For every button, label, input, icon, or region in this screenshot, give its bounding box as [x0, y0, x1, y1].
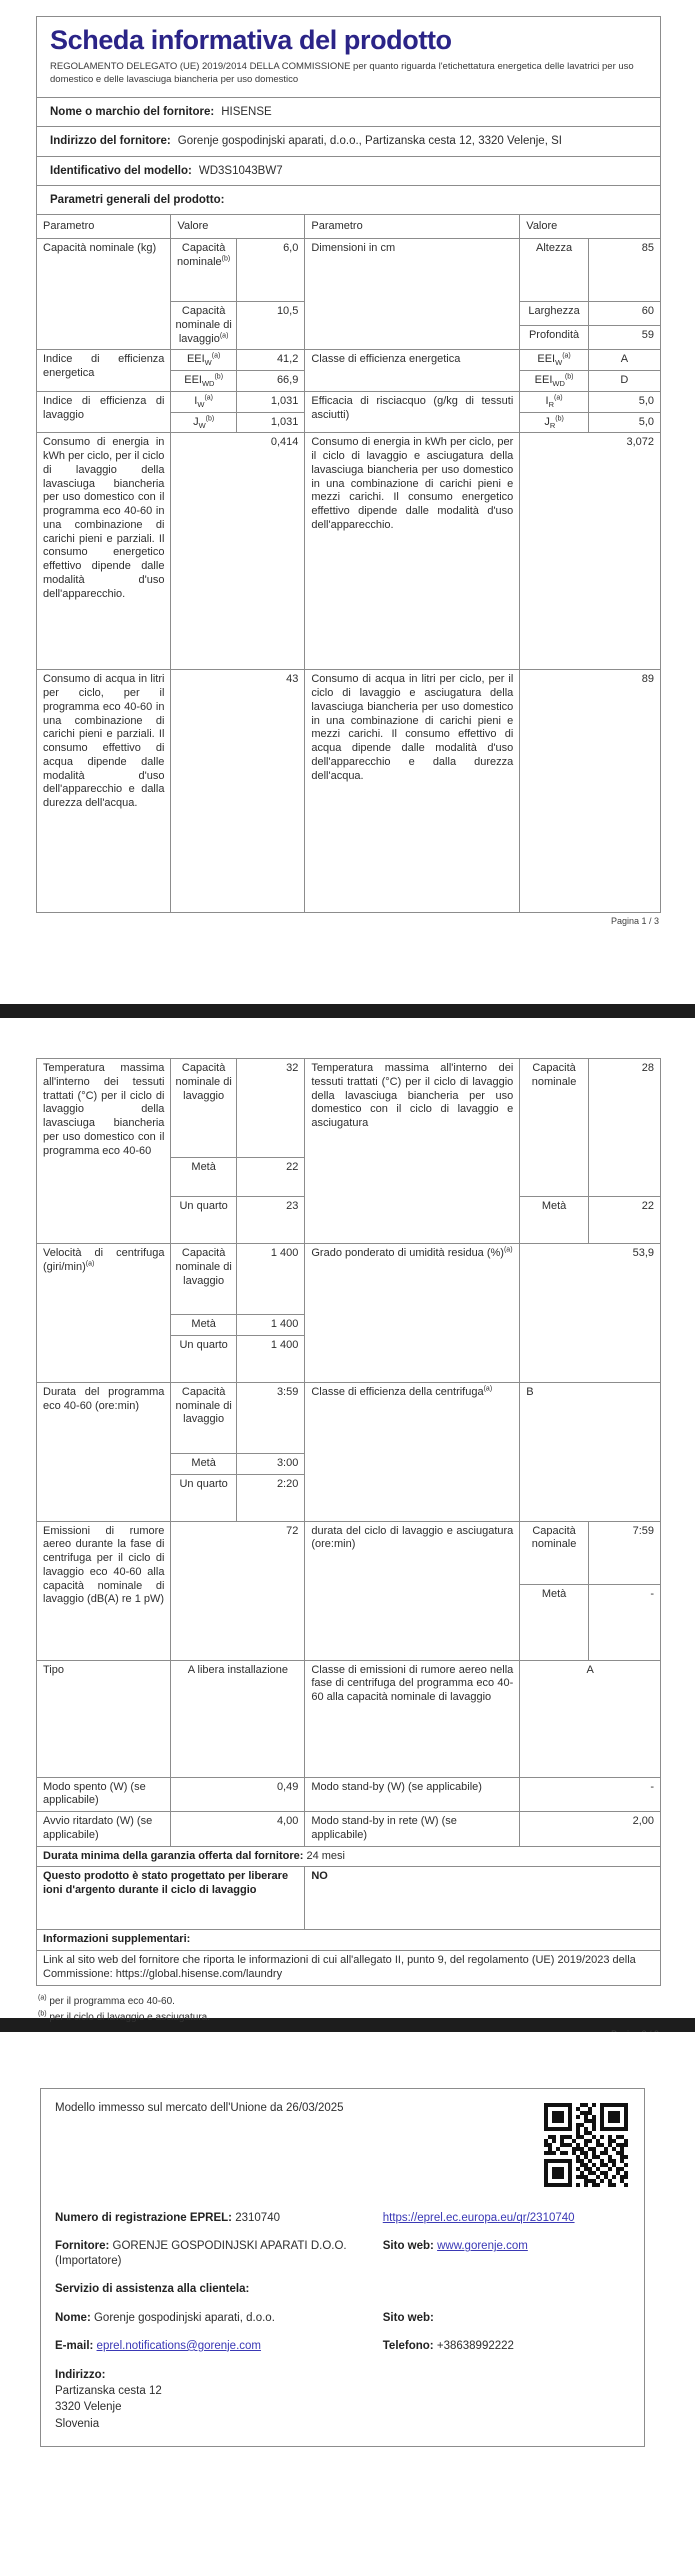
sublabel-temp-wd-capacity: Capacità nominale	[520, 1059, 589, 1197]
value-class-a: A	[588, 350, 660, 371]
sublabel-spin-quarter: Un quarto	[171, 1335, 236, 1382]
param-dimensions: Dimensioni in cm	[305, 239, 520, 350]
phone-label: Telefono:	[382, 2339, 434, 2352]
value-duration-half: 3:00	[236, 1453, 305, 1474]
weblink-label: Link al sito web del fornitore che riporta le informazioni di cui all'allegato II, punto 9, del regolamento (UE) 2019/2023 della Commissione:	[43, 1954, 636, 1980]
email-link[interactable]: eprel.notifications@gorenje.com	[96, 2339, 262, 2352]
supplier-address-value: Gorenje gospodinjski aparati, d.o.o., Partizanska cesta 12, 3320 Velenje, SI	[177, 135, 562, 148]
website-cell	[383, 2239, 630, 2268]
service-email-row	[55, 2339, 630, 2353]
value-spin-half: 1 400	[236, 1315, 305, 1336]
sublabel-jr: $J_R^{(b)}$	[520, 412, 589, 433]
value-type: A libera installazione	[171, 1660, 305, 1777]
page-number-1: Pagina 1 / 3	[610, 916, 659, 927]
sublabel-spin-half: Metà	[171, 1315, 236, 1336]
market-date-text: Modello immesso sul mercato dell'Unione da 26/03/2025	[55, 2102, 344, 2114]
sublabel-wd-capacity: Capacità nominale	[520, 1521, 589, 1584]
header-parametro-right: Parametro	[305, 215, 520, 238]
eprel-number: 2310740	[235, 2212, 280, 2224]
address-line: Partizanska cesta 12	[55, 2385, 162, 2398]
sublabel-eei-wd: $EEI_{WD}^{(b)}$	[171, 371, 236, 392]
address-line: Slovenia	[55, 2417, 100, 2430]
param-energy-washdry: Consumo di energia in kWh per ciclo, per il ciclo di lavaggio e asciugatura della lavasciuga biancheria per uso domestico in una combinazione di carichi pieni e mezzi carichi. Il consumo energetico effettivo dipende dalle modalità d'uso dell'apparecchio.	[305, 433, 520, 670]
value-wd-half: -	[588, 1584, 660, 1660]
eprel-label: Numero di registrazione EPREL:	[55, 2212, 233, 2224]
table-row	[37, 1951, 660, 1985]
value-spin-capacity: 1 400	[236, 1244, 305, 1315]
table-row	[37, 1660, 660, 1777]
header-valore-left: Valore	[171, 215, 305, 238]
value-width: 60	[588, 302, 660, 326]
sublabel-temp-quarter: Un quarto	[171, 1197, 236, 1244]
value-iw: 1,031	[236, 391, 305, 412]
sublabel-duration-capacity: Capacità nominale di lavaggio	[171, 1382, 236, 1453]
table-row	[37, 1867, 660, 1930]
qr-code	[540, 2101, 630, 2197]
product-sheet-page2-box	[36, 1058, 661, 1986]
value-jw: 1,031	[236, 412, 305, 433]
value-height: 85	[588, 239, 660, 302]
sublabel-temp-half: Metà	[171, 1158, 236, 1197]
param-residual-humidity: Grado ponderato di umidità residua (%)$^{(a)}$	[305, 1244, 520, 1383]
table-row	[37, 391, 660, 412]
value-eei-w: 41,2	[236, 350, 305, 371]
weblink-row	[37, 1951, 660, 1985]
weblink-url[interactable]: https://global.hisense.com/laundry	[115, 1967, 283, 1980]
table-row	[37, 1382, 660, 1453]
product-sheet-page1-box	[36, 16, 661, 913]
sublabel-duration-quarter: Un quarto	[171, 1474, 236, 1521]
param-temp-washdry: Temperatura massima all'interno dei tessuti trattati (°C) per il ciclo di lavaggio della lavasciuga biancheria per uso domestico con il ciclo di lavaggio e asciugatura	[305, 1059, 520, 1244]
value-capacity-wash: 10,5	[236, 302, 305, 350]
sublabel-class-eei-w: $EEI_W^{(a)}$	[520, 350, 589, 371]
table-row	[37, 1812, 660, 1847]
supplier-address-row	[37, 127, 660, 156]
sublabel-iw: $I_W^{(a)}$	[171, 391, 236, 412]
table-row	[37, 1846, 660, 1867]
param-water-wash: Consumo di acqua in litri per ciclo, per il programma eco 40-60 in una combinazione di carichi pieni e parziali. Il consumo effettivo di acqua dipende dalle modalità d'uso dell'apparecchio e dalla durezza dell'acqua.	[37, 670, 171, 913]
page-2	[0, 1018, 695, 2023]
value-duration-quarter: 2:20	[236, 1474, 305, 1521]
model-id-row	[37, 157, 660, 186]
service-website-label: Sito web:	[382, 2311, 434, 2324]
page-1	[0, 0, 695, 1004]
address-label: Indirizzo:	[55, 2369, 106, 2382]
param-wd-cycle-duration: durata del ciclo di lavaggio e asciugatura (ore:min)	[305, 1521, 520, 1660]
website-label: Sito web:	[382, 2240, 434, 2253]
param-noise-class: Classe di emissioni di rumore aereo nella fase di centrifuga del programma eco 40-60 alla capacità nominale di lavaggio	[305, 1660, 520, 1777]
sublabel-temp-wd-half: Metà	[520, 1197, 589, 1244]
value-class-d: D	[588, 371, 660, 392]
general-parameters-table	[37, 215, 660, 912]
header-parametro-left: Parametro	[37, 215, 171, 238]
warranty-value: 24 mesi	[306, 1849, 345, 1862]
sublabel-height: Altezza	[520, 239, 589, 302]
value-ir: 5,0	[588, 391, 660, 412]
table-row	[37, 670, 660, 913]
header-valore-right: Valore	[520, 215, 660, 238]
param-eei: Indice di efficienza energetica	[37, 350, 171, 392]
table-row	[37, 1777, 660, 1812]
footnotes	[38, 1996, 659, 2025]
param-standby: Modo stand-by (W) (se applicabile)	[305, 1777, 520, 1812]
param-temp-wash: Temperatura massima all'interno dei tessuti trattati (°C) per il ciclo di lavaggio della lavasciuga biancheria per uso domestico con il programma eco 40-60	[37, 1059, 171, 1244]
sublabel-ir: $I_R^{(a)}$	[520, 391, 589, 412]
param-wash-index: Indice di efficienza di lavaggio	[37, 391, 171, 433]
value-noise-class: A	[520, 1660, 660, 1777]
param-spin-speed: Velocità di centrifuga (giri/min)$^{(a)}$	[37, 1244, 171, 1383]
sublabel-capacity-wash: Capacità nominale di lavaggio$^{(a)}$	[171, 302, 236, 350]
table-row	[37, 433, 660, 670]
value-networked-standby: 2,00	[520, 1812, 660, 1847]
service-address	[55, 2367, 630, 2431]
silver-ions-value: NO	[305, 1867, 660, 1930]
value-noise: 72	[171, 1521, 305, 1660]
value-spin-quarter: 1 400	[236, 1335, 305, 1382]
sublabel-depth: Profondità	[520, 326, 589, 350]
phone-value: +38638992222	[436, 2339, 514, 2352]
eprel-link-cell	[383, 2211, 630, 2225]
value-temp-capacity: 32	[236, 1059, 305, 1158]
warranty-row	[37, 1846, 660, 1867]
value-eei-wd: 66,9	[236, 371, 305, 392]
value-temp-wd-half: 22	[588, 1197, 660, 1244]
supplier-name: GORENJE GOSPODINJSKI APARATI D.O.O. (Importatore)	[55, 2240, 347, 2267]
service-name-cell	[55, 2311, 383, 2325]
page-3	[0, 2032, 695, 2560]
sublabel-eei-w: $EEI_W^{(a)}$	[171, 350, 236, 371]
footnote-a: $^{(a)}$ per il programma eco 40-60.	[38, 1994, 175, 2007]
sublabel-temp-capacity: Capacità nominale di lavaggio	[171, 1059, 236, 1158]
value-spin-class: B	[520, 1382, 660, 1521]
page-separator	[0, 1004, 695, 1018]
value-water-washdry: 89	[520, 670, 660, 913]
model-id-label: Identificativo del modello:	[50, 164, 192, 177]
table-row	[37, 1059, 660, 1158]
sublabel-jw: $J_W^{(b)}$	[171, 412, 236, 433]
eprel-link[interactable]: https://eprel.ec.europa.eu/qr/2310740	[382, 2212, 575, 2224]
value-energy-wash: 0,414	[171, 433, 305, 670]
sublabel-wd-half: Metà	[520, 1584, 589, 1660]
value-temp-quarter: 23	[236, 1197, 305, 1244]
phone-cell	[383, 2339, 630, 2353]
silver-ions-label: Questo prodotto è stato progettato per liberare ioni d'argento durante il ciclo di lavaggio	[37, 1867, 305, 1930]
value-residual-humidity: 53,9	[520, 1244, 660, 1383]
sublabel-duration-half: Metà	[171, 1453, 236, 1474]
supplier-cell	[55, 2239, 383, 2268]
value-delayed-start: 4,00	[171, 1812, 305, 1847]
param-spin-class: Classe di efficienza della centrifuga$^{(a)}$	[305, 1382, 520, 1521]
value-off-mode: 0,49	[171, 1777, 305, 1812]
param-eco-duration: Durata del programma eco 40-60 (ore:min)	[37, 1382, 171, 1521]
supplier-brand-label: Nome o marchio del fornitore:	[50, 105, 215, 118]
footnote-b: $^{(b)}$ per il ciclo di lavaggio e asciugatura.	[38, 2010, 210, 2023]
service-header-row	[55, 2282, 630, 2296]
supplier-row	[55, 2239, 630, 2268]
param-water-washdry: Consumo di acqua in litri per ciclo, per il ciclo di lavaggio e asciugatura della lavasciuga biancheria per uso domestico in una combinazione di carichi pieni e mezzi carichi. Il consumo effettivo di acqua dipende dalle modalità d'uso dell'apparecchio e dalla durezza dell'acqua.	[305, 670, 520, 913]
value-standby: -	[520, 1777, 660, 1812]
website-link[interactable]: www.gorenje.com	[437, 2240, 528, 2253]
value-depth: 59	[588, 326, 660, 350]
table-row	[37, 1930, 660, 1951]
value-temp-half: 22	[236, 1158, 305, 1197]
regulation-text: REGOLAMENTO DELEGATO (UE) 2019/2014 DELLA COMMISSIONE per quanto riguarda l'etichettatura energetica delle lavatrici per uso domestico e delle lavasciuga biancheria per uso domestico	[50, 61, 634, 86]
table-row	[37, 1244, 660, 1315]
value-temp-wd-capacity: 28	[588, 1059, 660, 1197]
param-noise: Emissioni di rumore aereo durante la fase di centrifuga per il ciclo di lavaggio eco 40-60 alla capacità nominale di lavaggio (dB(A) re 1 pW)	[37, 1521, 171, 1660]
param-energy-wash: Consumo di energia in kWh per ciclo, per il ciclo di lavaggio della lavasciuga biancheria per uso domestico con il programma eco 40-60 in una combinazione di carichi pieni e parziali. Il consumo energetico effettivo dipende dalle modalità d'uso dell'apparecchio.	[37, 433, 171, 670]
param-delayed-start: Avvio ritardato (W) (se applicabile)	[37, 1812, 171, 1847]
service-email-cell	[55, 2339, 383, 2353]
service-name-value: Gorenje gospodinjski aparati, d.o.o.	[93, 2311, 275, 2324]
supplier-label: Fornitore:	[55, 2240, 110, 2253]
address-line: 3320 Velenje	[55, 2401, 122, 2414]
title-block	[37, 17, 660, 98]
service-website-cell	[383, 2311, 630, 2325]
supplier-brand-row	[37, 98, 660, 127]
value-jr: 5,0	[588, 412, 660, 433]
value-wd-capacity: 7:59	[588, 1521, 660, 1584]
param-networked-standby: Modo stand-by in rete (W) (se applicabile)	[305, 1812, 520, 1847]
eprel-row	[55, 2211, 630, 2225]
value-capacity-b: 6,0	[236, 239, 305, 302]
table-row	[37, 239, 660, 302]
parameters-table-page2	[37, 1059, 660, 1985]
supplier-address-label: Indirizzo del fornitore:	[50, 135, 171, 148]
warranty-label: Durata minima della garanzia offerta dal fornitore:	[43, 1849, 304, 1862]
table-row	[37, 350, 660, 371]
market-row	[55, 2101, 630, 2197]
table-row	[37, 1521, 660, 1584]
service-name-label: Nome:	[55, 2311, 91, 2324]
param-rinse: Efficacia di risciacquo (g/kg di tessuti asciutti)	[305, 391, 520, 433]
eprel-registration	[55, 2211, 383, 2225]
value-energy-washdry: 3,072	[520, 433, 660, 670]
sublabel-width: Larghezza	[520, 302, 589, 326]
sublabel-capacity-b: Capacità nominale$^{(b)}$	[171, 239, 236, 302]
service-name-row	[55, 2311, 630, 2325]
sublabel-spin-capacity: Capacità nominale di lavaggio	[171, 1244, 236, 1315]
service-header: Servizio di assistenza alla clientela:	[55, 2283, 250, 2296]
email-label: E-mail:	[55, 2339, 94, 2352]
sublabel-class-eei-wd: $EEI_{WD}^{(b)}$	[520, 371, 589, 392]
supplier-brand-value: HISENSE	[221, 105, 272, 118]
page-title: Scheda informativa del prodotto	[50, 25, 452, 55]
param-capacity: Capacità nominale (kg)	[37, 239, 171, 350]
general-params-header: Parametri generali del prodotto:	[37, 186, 660, 215]
param-type: Tipo	[37, 1660, 171, 1777]
supplementary-header: Informazioni supplementari:	[37, 1930, 660, 1951]
value-duration-capacity: 3:59	[236, 1382, 305, 1453]
model-id-value: WD3S1043BW7	[198, 164, 283, 177]
eprel-info-box	[40, 2088, 645, 2447]
table-header-row	[37, 215, 660, 238]
param-off-mode: Modo spento (W) (se applicabile)	[37, 1777, 171, 1812]
param-energy-class: Classe di efficienza energetica	[305, 350, 520, 392]
value-water-wash: 43	[171, 670, 305, 913]
